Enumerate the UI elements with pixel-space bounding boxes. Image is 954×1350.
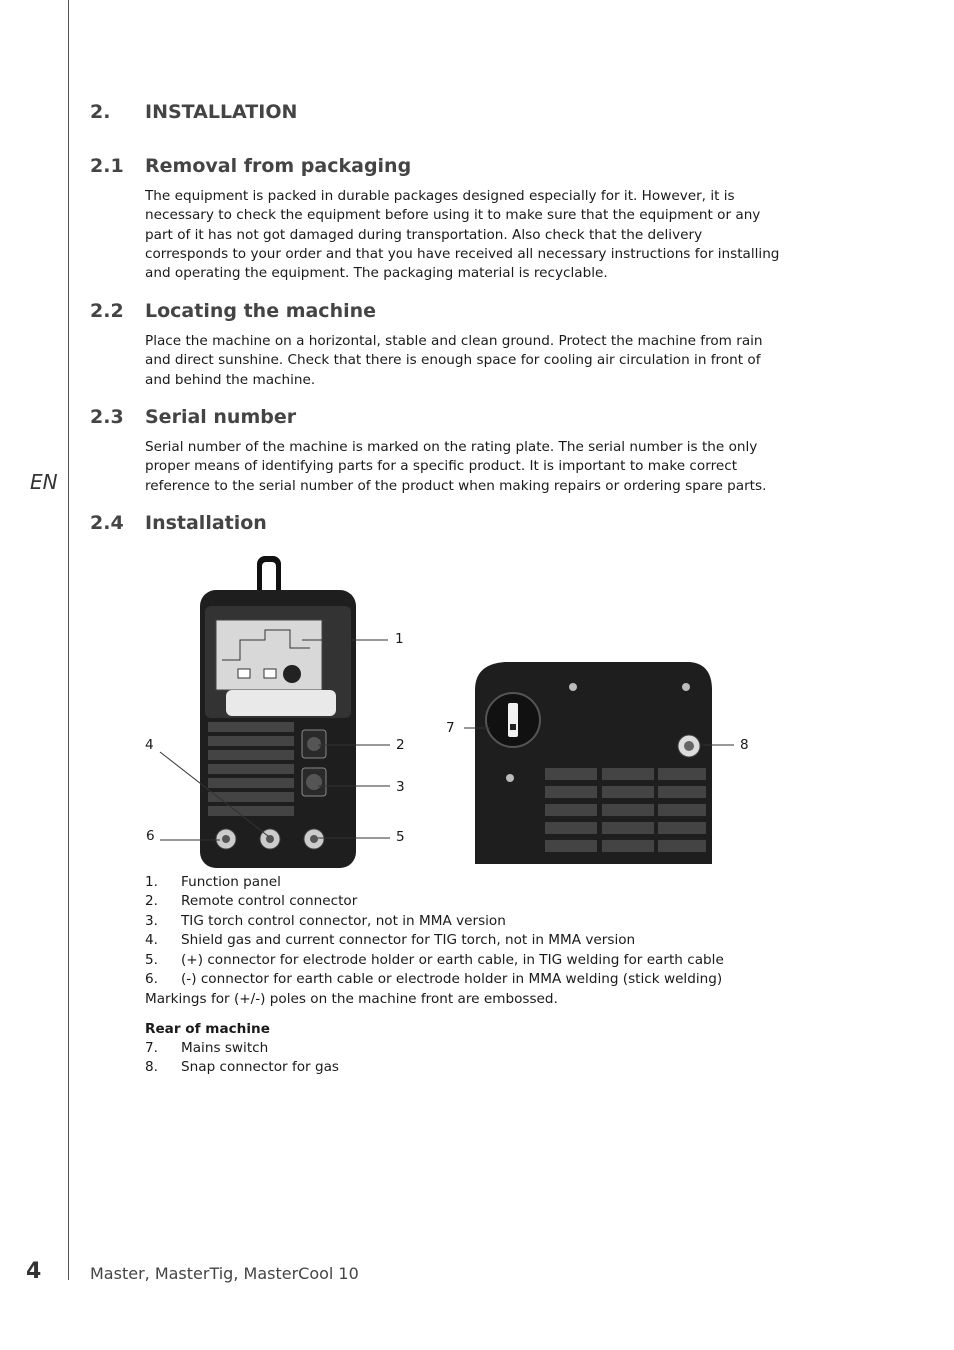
item-text: Shield gas and current connector for TIG torch, not in MMA version: [181, 932, 636, 949]
callout-1: 1: [395, 631, 404, 647]
front-parts-list: [145, 873, 724, 989]
item-text: (-) connector for earth cable or electrode holder in MMA welding (stick welding): [181, 971, 723, 988]
callout-8: 8: [740, 737, 749, 753]
item-text: Snap connector for gas: [181, 1059, 339, 1076]
callout-7: 7: [446, 720, 455, 736]
subsection-title: Locating the machine: [145, 300, 377, 322]
subsection-title: Installation: [145, 512, 267, 534]
callout-6: 6: [146, 828, 155, 844]
page-number: 4: [26, 1259, 42, 1284]
item-number: 6.: [145, 971, 158, 988]
subsection-title: Serial number: [145, 406, 297, 428]
list-item: [145, 931, 724, 950]
list-item: [145, 970, 724, 989]
paragraph-removal: The equipment is packed in durable packages designed especially for it. However, it is necessary to check the equipment before using it to make sure that the equipment or any part of it has not got damaged during transportation. Also check that the delivery corresponds to your order and that you have received all necessary instructions for installing and operating the equipment. The packaging material is recyclable.: [145, 188, 780, 282]
item-number: 8.: [145, 1059, 158, 1076]
rear-parts-list: [145, 1039, 339, 1078]
item-text: (+) connector for electrode holder or earth cable, in TIG welding for earth cable: [181, 951, 724, 968]
callout-4: 4: [145, 737, 154, 753]
item-number: 4.: [145, 932, 158, 949]
callout-2: 2: [396, 737, 405, 753]
list-item: [145, 1058, 339, 1077]
callout-3: 3: [396, 779, 405, 795]
paragraph-locating: Place the machine on a horizontal, stable and clean ground. Protect the machine from rain and direct sunshine. Check that there is enough space for cooling air circulation in front of and behind the machine.: [145, 333, 763, 388]
item-text: Mains switch: [181, 1040, 269, 1056]
rear-heading: Rear of machine: [145, 1021, 270, 1037]
section-number: 2.: [90, 101, 111, 123]
item-text: Function panel: [181, 874, 281, 890]
list-item: [145, 873, 724, 892]
paragraph-serial: Serial number of the machine is marked on the rating plate. The serial number is the only proper means of identifying parts for a specific product. It is important to make correct reference to the serial number of the product when making repairs or ordering spare parts.: [145, 439, 767, 494]
footer-title: Master, MasterTig, MasterCool 10: [90, 1264, 359, 1283]
list-item: [145, 951, 724, 970]
machine-rear-image: [475, 662, 712, 864]
subsection-number: 2.4: [90, 512, 124, 534]
item-number: 1.: [145, 874, 158, 890]
subsection-number: 2.2: [90, 300, 124, 322]
item-number: 2.: [145, 893, 158, 910]
list-item: [145, 892, 724, 911]
subsection-number: 2.3: [90, 406, 124, 428]
callout-5: 5: [396, 829, 405, 845]
item-number: 7.: [145, 1040, 158, 1056]
item-number: 5.: [145, 951, 158, 968]
item-text: Remote control connector: [181, 893, 358, 910]
item-number: 3.: [145, 912, 158, 929]
language-tab: EN: [30, 470, 58, 494]
list-item: [145, 912, 724, 931]
subsection-number: 2.1: [90, 155, 124, 177]
list-item: [145, 1039, 339, 1058]
subsection-title: Removal from packaging: [145, 155, 412, 177]
markings-note: Markings for (+/-) poles on the machine front are embossed.: [145, 991, 558, 1007]
item-text: TIG torch control connector, not in MMA version: [181, 912, 506, 929]
machine-front-image: [200, 556, 356, 868]
section-title: INSTALLATION: [145, 101, 298, 123]
